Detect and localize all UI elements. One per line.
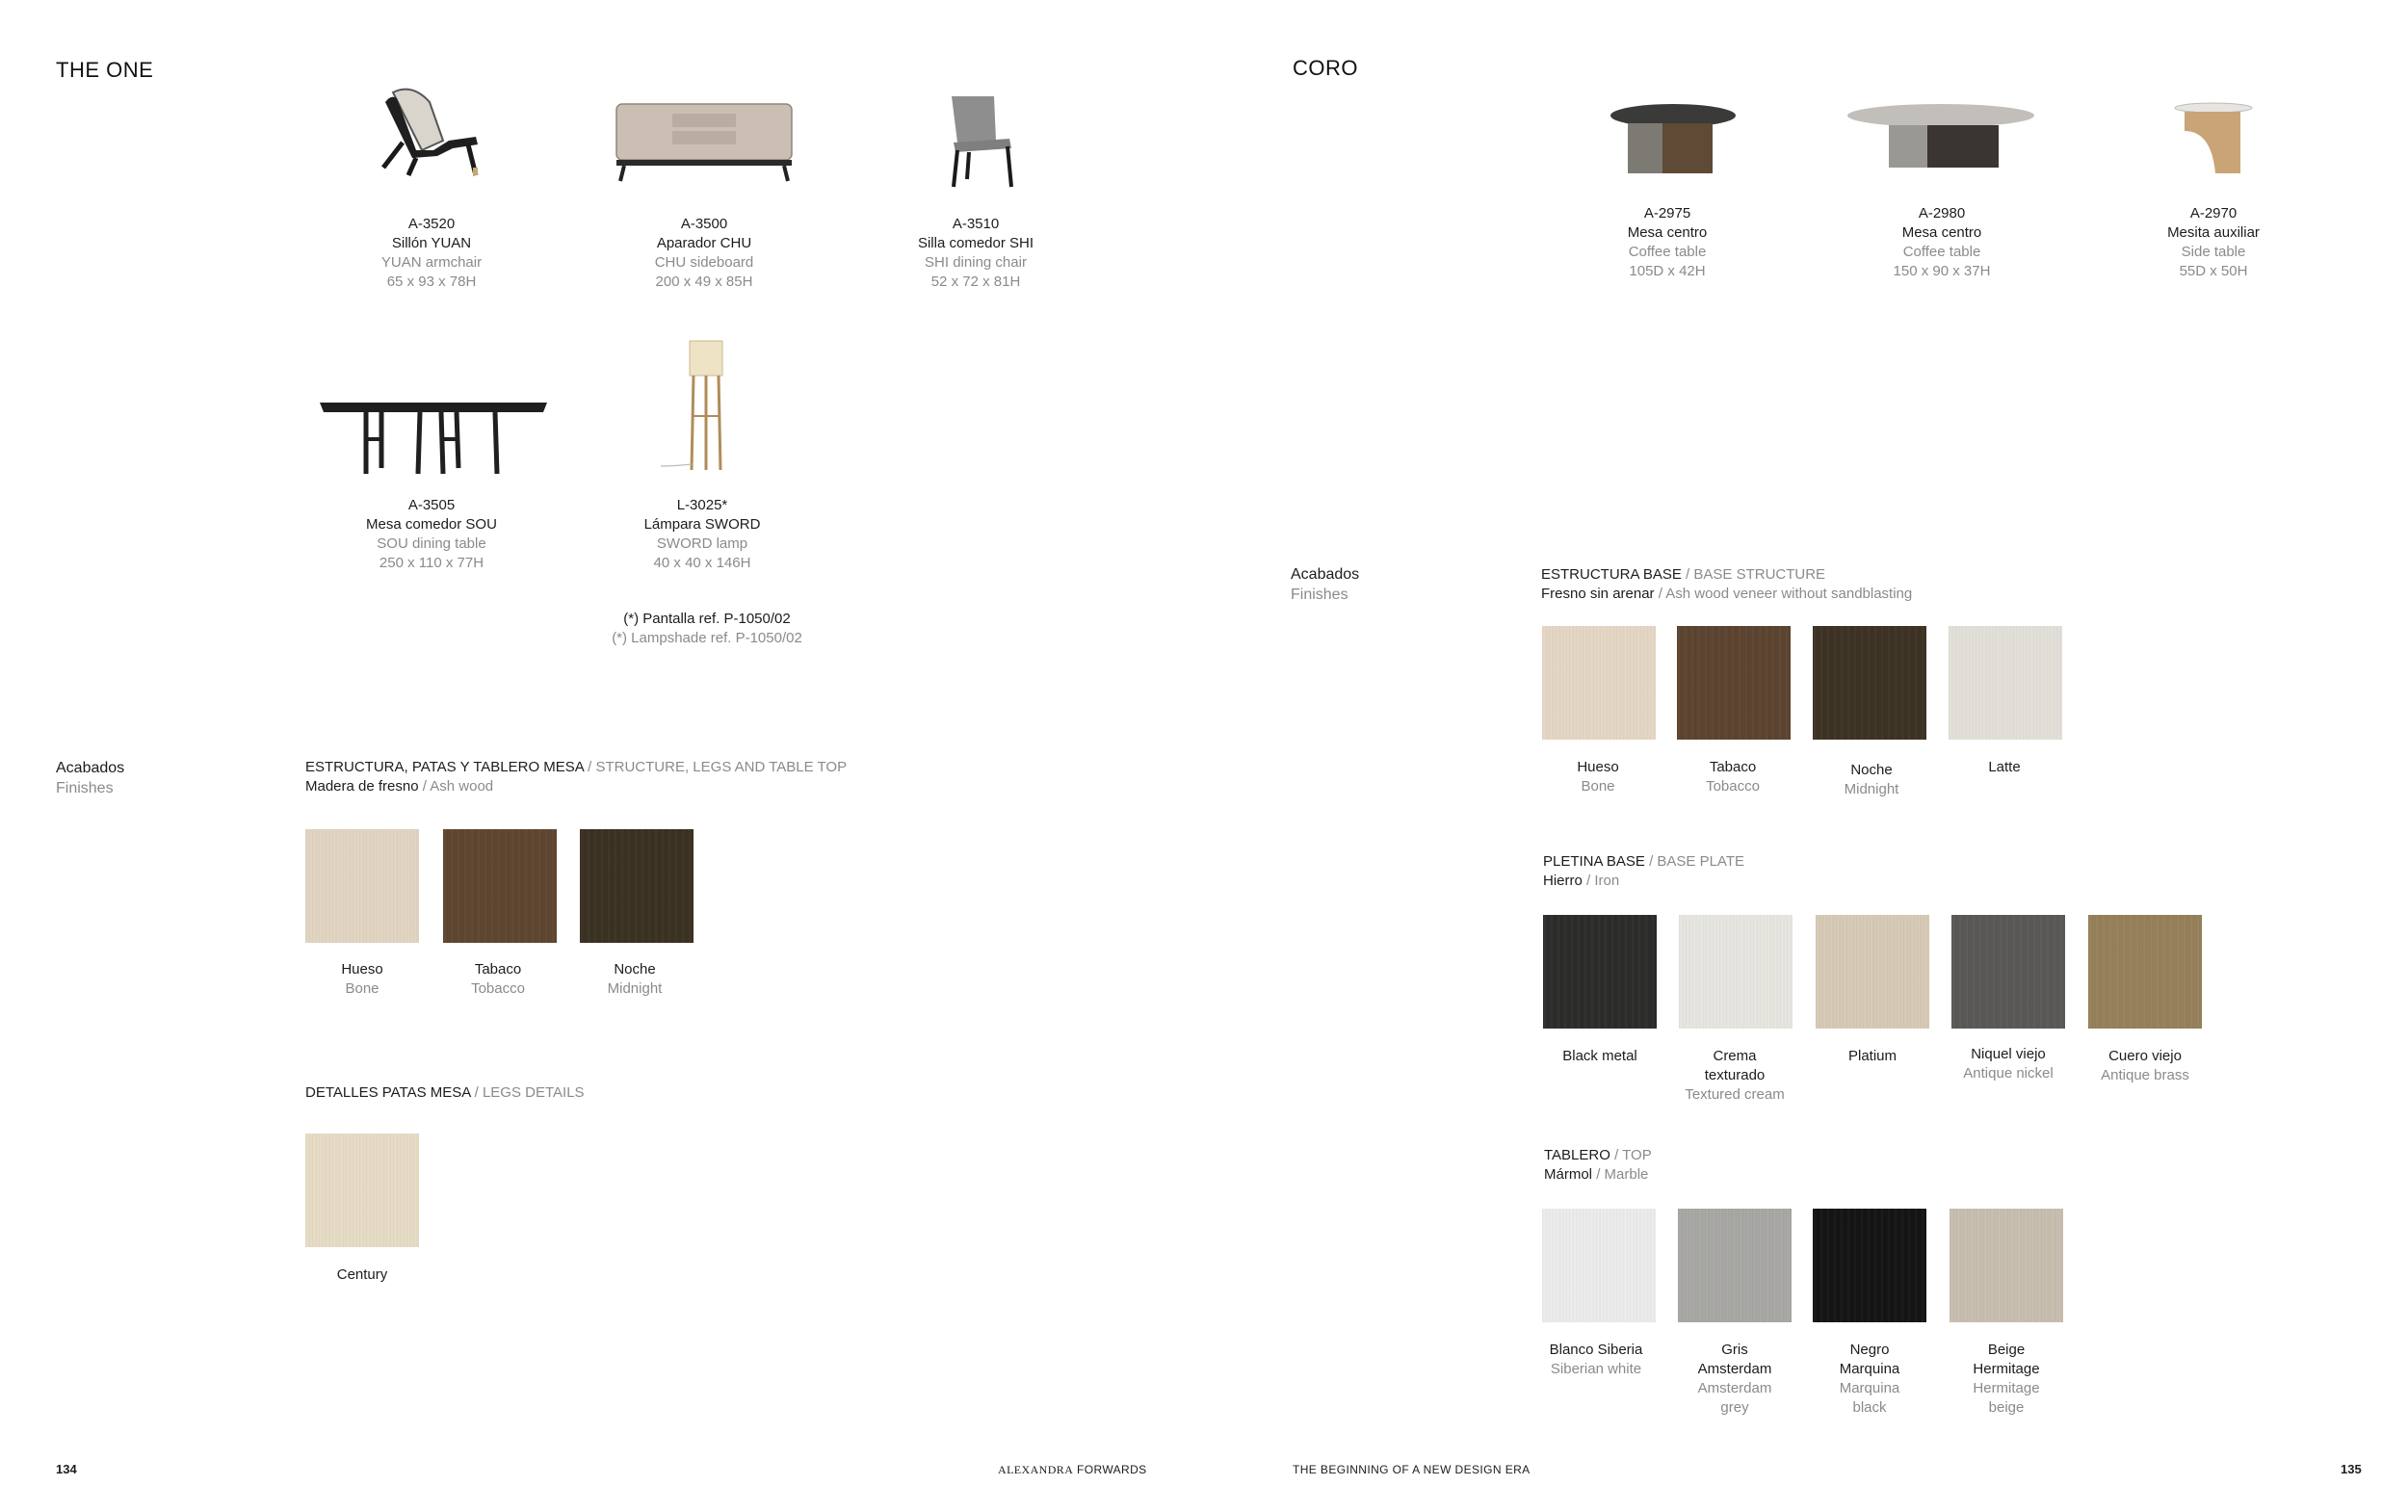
swatch-label-noche [567,960,702,999]
product-name-es: Lámpara SWORD [643,516,761,533]
finishes-label-left [56,758,124,798]
heading-es: PLETINA BASE [1543,853,1645,870]
swatch-label-hueso [295,960,430,999]
product-name-en: CHU sideboard [654,254,754,271]
label-en-2: beige [1988,1399,2025,1416]
product-dims: 105D x 42H [1629,263,1706,279]
product-caption-a3500 [608,215,800,292]
label-es: Hueso [341,961,383,978]
label-en: Marquina [1839,1380,1900,1396]
label-es: Tabaco [474,961,522,978]
product-name-en: Coffee table [1902,244,1981,260]
product-caption-a3505 [335,496,528,573]
heading-es: ESTRUCTURA BASE [1541,566,1682,583]
label-es: Gris [1721,1342,1748,1358]
product-name-en: Coffee table [1628,244,1707,260]
swatch-label-tabaco-right [1665,758,1800,796]
label-es: Latte [1988,759,2021,775]
product-caption-a2980 [1845,204,2038,281]
finishes-label-right [1291,564,1359,605]
label-en: Tobacco [1706,778,1760,795]
product-name-en: SWORD lamp [656,535,748,552]
chu-sideboard-image [613,102,796,183]
brand-name: ALEXANDRA [998,1463,1074,1476]
swatch-niquel-viejo[interactable] [1951,915,2065,1029]
product-code: A-2980 [1918,205,1966,222]
label-en: Tobacco [471,980,525,997]
swatch-tabaco-right[interactable] [1677,626,1791,740]
label-en-2: black [1852,1399,1887,1416]
swatch-tabaco-left[interactable] [443,829,557,943]
product-caption-l3025 [606,496,798,573]
label-es: Cuero viejo [2108,1048,2182,1064]
label-en: Textured cream [1685,1086,1785,1103]
sou-dining-table-image [316,399,551,480]
swatch-hueso-left[interactable] [305,829,419,943]
product-dims: 200 x 49 x 85H [655,274,753,290]
label-es: Beige [1987,1342,2026,1358]
product-dims: 40 x 40 x 146H [653,555,751,571]
product-dims: 55D x 50H [2179,263,2248,279]
swatch-hueso-right[interactable] [1542,626,1656,740]
label-es-2: Amsterdam [1697,1361,1772,1377]
swatch-latte[interactable] [1949,626,2062,740]
swatch-label-black-metal [1532,1047,1667,1066]
product-name-en: Side table [2181,244,2246,260]
product-dims: 250 x 110 x 77H [379,555,484,571]
label-en: Bone [345,980,380,997]
heading-en: / TOP [1614,1147,1652,1163]
heading-es: ESTRUCTURA, PATAS Y TABLERO MESA [305,759,584,775]
swatch-blanco-siberia[interactable] [1542,1209,1656,1322]
product-code: A-2975 [1643,205,1691,222]
swatch-black-metal[interactable] [1543,915,1657,1029]
note-es: (*) Pantalla ref. P-1050/02 [623,611,791,627]
shi-dining-chair-image [942,91,1019,189]
swatch-noche-right[interactable] [1813,626,1926,740]
page-number-left: 134 [56,1462,77,1476]
product-caption-a3520 [335,215,528,292]
product-code: A-3520 [407,216,456,232]
label-es: Tabaco [1709,759,1757,775]
page-number-right: 135 [2341,1462,2362,1476]
coro-side-table-image [2173,102,2254,175]
material-es: Mármol [1544,1166,1593,1183]
material-es: Fresno sin arenar [1541,586,1655,602]
material-en: / Ash wood [422,778,494,795]
finishes-es: Acabados [1291,566,1360,583]
label-en: Siberian white [1550,1361,1642,1377]
product-caption-a2975 [1571,204,1764,281]
swatch-label-gris-amsterdam [1667,1341,1802,1418]
section-heading-base-plate [1543,852,1744,891]
swatch-label-beige-hermitage [1939,1341,2074,1418]
swatch-negro-marquina[interactable] [1813,1209,1926,1322]
swatch-label-platium [1805,1047,1940,1066]
product-name-es: Aparador CHU [656,235,752,251]
swatch-crema-texturado[interactable] [1679,915,1793,1029]
product-name-en: SOU dining table [377,535,486,552]
swatch-beige-hermitage[interactable] [1950,1209,2063,1322]
swatch-noche-left[interactable] [580,829,694,943]
section-heading-structure [305,758,847,796]
label-es: Century [336,1266,388,1283]
section-heading-top [1544,1146,1652,1185]
heading-es: TABLERO [1544,1147,1610,1163]
label-es: Platium [1847,1048,1898,1064]
heading-en: / LEGS DETAILS [474,1084,585,1101]
heading-en: / BASE PLATE [1649,853,1744,870]
label-en: Bone [1581,778,1615,795]
label-en-2: grey [1720,1399,1749,1416]
footer-brand [998,1463,1147,1477]
label-en: Amsterdam [1697,1380,1772,1396]
heading-en: / STRUCTURE, LEGS AND TABLE TOP [588,759,848,775]
coro-coffee-table-oval-image [1845,102,2037,169]
swatch-label-cuero-viejo [2078,1047,2212,1085]
yuan-armchair-image [374,83,489,179]
label-es: Noche [614,961,656,978]
finishes-en: Finishes [56,780,114,796]
label-en: Antique brass [2101,1067,2189,1083]
label-es-2: Hermitage [1973,1361,2040,1377]
product-code: A-3510 [952,216,1000,232]
material-es: Madera de fresno [305,778,419,795]
footer-tagline: THE BEGINNING OF A NEW DESIGN ERA [1293,1463,1531,1476]
product-name-es: Mesa centro [1901,224,1982,241]
swatch-gris-amsterdam[interactable] [1678,1209,1792,1322]
swatch-label-century [295,1265,430,1285]
swatch-label-blanco-siberia [1529,1341,1663,1379]
page-title-coro: CORO [1293,56,1358,80]
label-en: Midnight [607,980,663,997]
finishes-en: Finishes [1291,587,1348,603]
brand-tag: FORWARDS [1077,1463,1147,1476]
product-name-es: Mesa comedor SOU [366,516,497,533]
product-name-en: SHI dining chair [925,254,1027,271]
product-name-es: Sillón YUAN [391,235,472,251]
swatch-label-tabaco [431,960,565,999]
label-en: Hermitage [1973,1380,2040,1396]
label-en: Midnight [1844,781,1899,797]
swatch-label-latte [1937,758,2072,777]
swatch-century[interactable] [305,1134,419,1247]
product-caption-a2970 [2117,204,2310,281]
product-code: L-3025* [676,497,728,513]
sword-lamp-image [655,339,751,472]
label-es: Crema [1713,1048,1757,1064]
product-code: A-2970 [2189,205,2238,222]
swatch-label-noche-right [1804,761,1939,799]
label-es: Blanco Siberia [1549,1342,1643,1358]
product-name-en: YUAN armchair [380,254,483,271]
material-en: / Iron [1586,873,1620,889]
product-code: A-3500 [680,216,728,232]
lampshade-note [591,610,823,648]
label-es: Negro [1849,1342,1890,1358]
material-en: / Marble [1596,1166,1649,1183]
label-en: Antique nickel [1963,1065,2054,1082]
product-code: A-3505 [407,497,456,513]
product-caption-a3510 [879,215,1072,292]
product-name-es: Mesita auxiliar [2167,224,2260,241]
heading-es: DETALLES PATAS MESA [305,1084,471,1101]
section-heading-legs [305,1083,585,1103]
product-dims: 65 x 93 x 78H [386,274,477,290]
note-en: (*) Lampshade ref. P-1050/02 [612,630,802,646]
label-es: Niquel viejo [1971,1046,2046,1062]
label-es-2: texturado [1704,1067,1766,1083]
page-title-the-one: THE ONE [56,58,154,82]
swatch-label-negro-marquina [1802,1341,1937,1418]
swatch-platium[interactable] [1816,915,1929,1029]
swatch-cuero-viejo[interactable] [2088,915,2202,1029]
material-en: / Ash wood veneer without sandblasting [1658,586,1913,602]
label-es: Black metal [1562,1048,1637,1064]
material-es: Hierro [1543,873,1583,889]
product-name-es: Mesa centro [1627,224,1708,241]
product-dims: 150 x 90 x 37H [1893,263,1991,279]
product-name-es: Silla comedor SHI [917,235,1034,251]
heading-en: / BASE STRUCTURE [1686,566,1826,583]
swatch-label-niquel-viejo [1941,1045,2076,1083]
product-dims: 52 x 72 x 81H [930,274,1021,290]
swatch-label-hueso-right [1531,758,1665,796]
label-es: Hueso [1577,759,1619,775]
finishes-es: Acabados [56,760,125,776]
section-heading-base-structure [1541,565,1912,604]
coro-coffee-table-round-image [1609,102,1738,175]
swatch-label-crema-texturado [1667,1047,1802,1105]
label-es-2: Marquina [1839,1361,1900,1377]
label-es: Noche [1850,762,1893,778]
